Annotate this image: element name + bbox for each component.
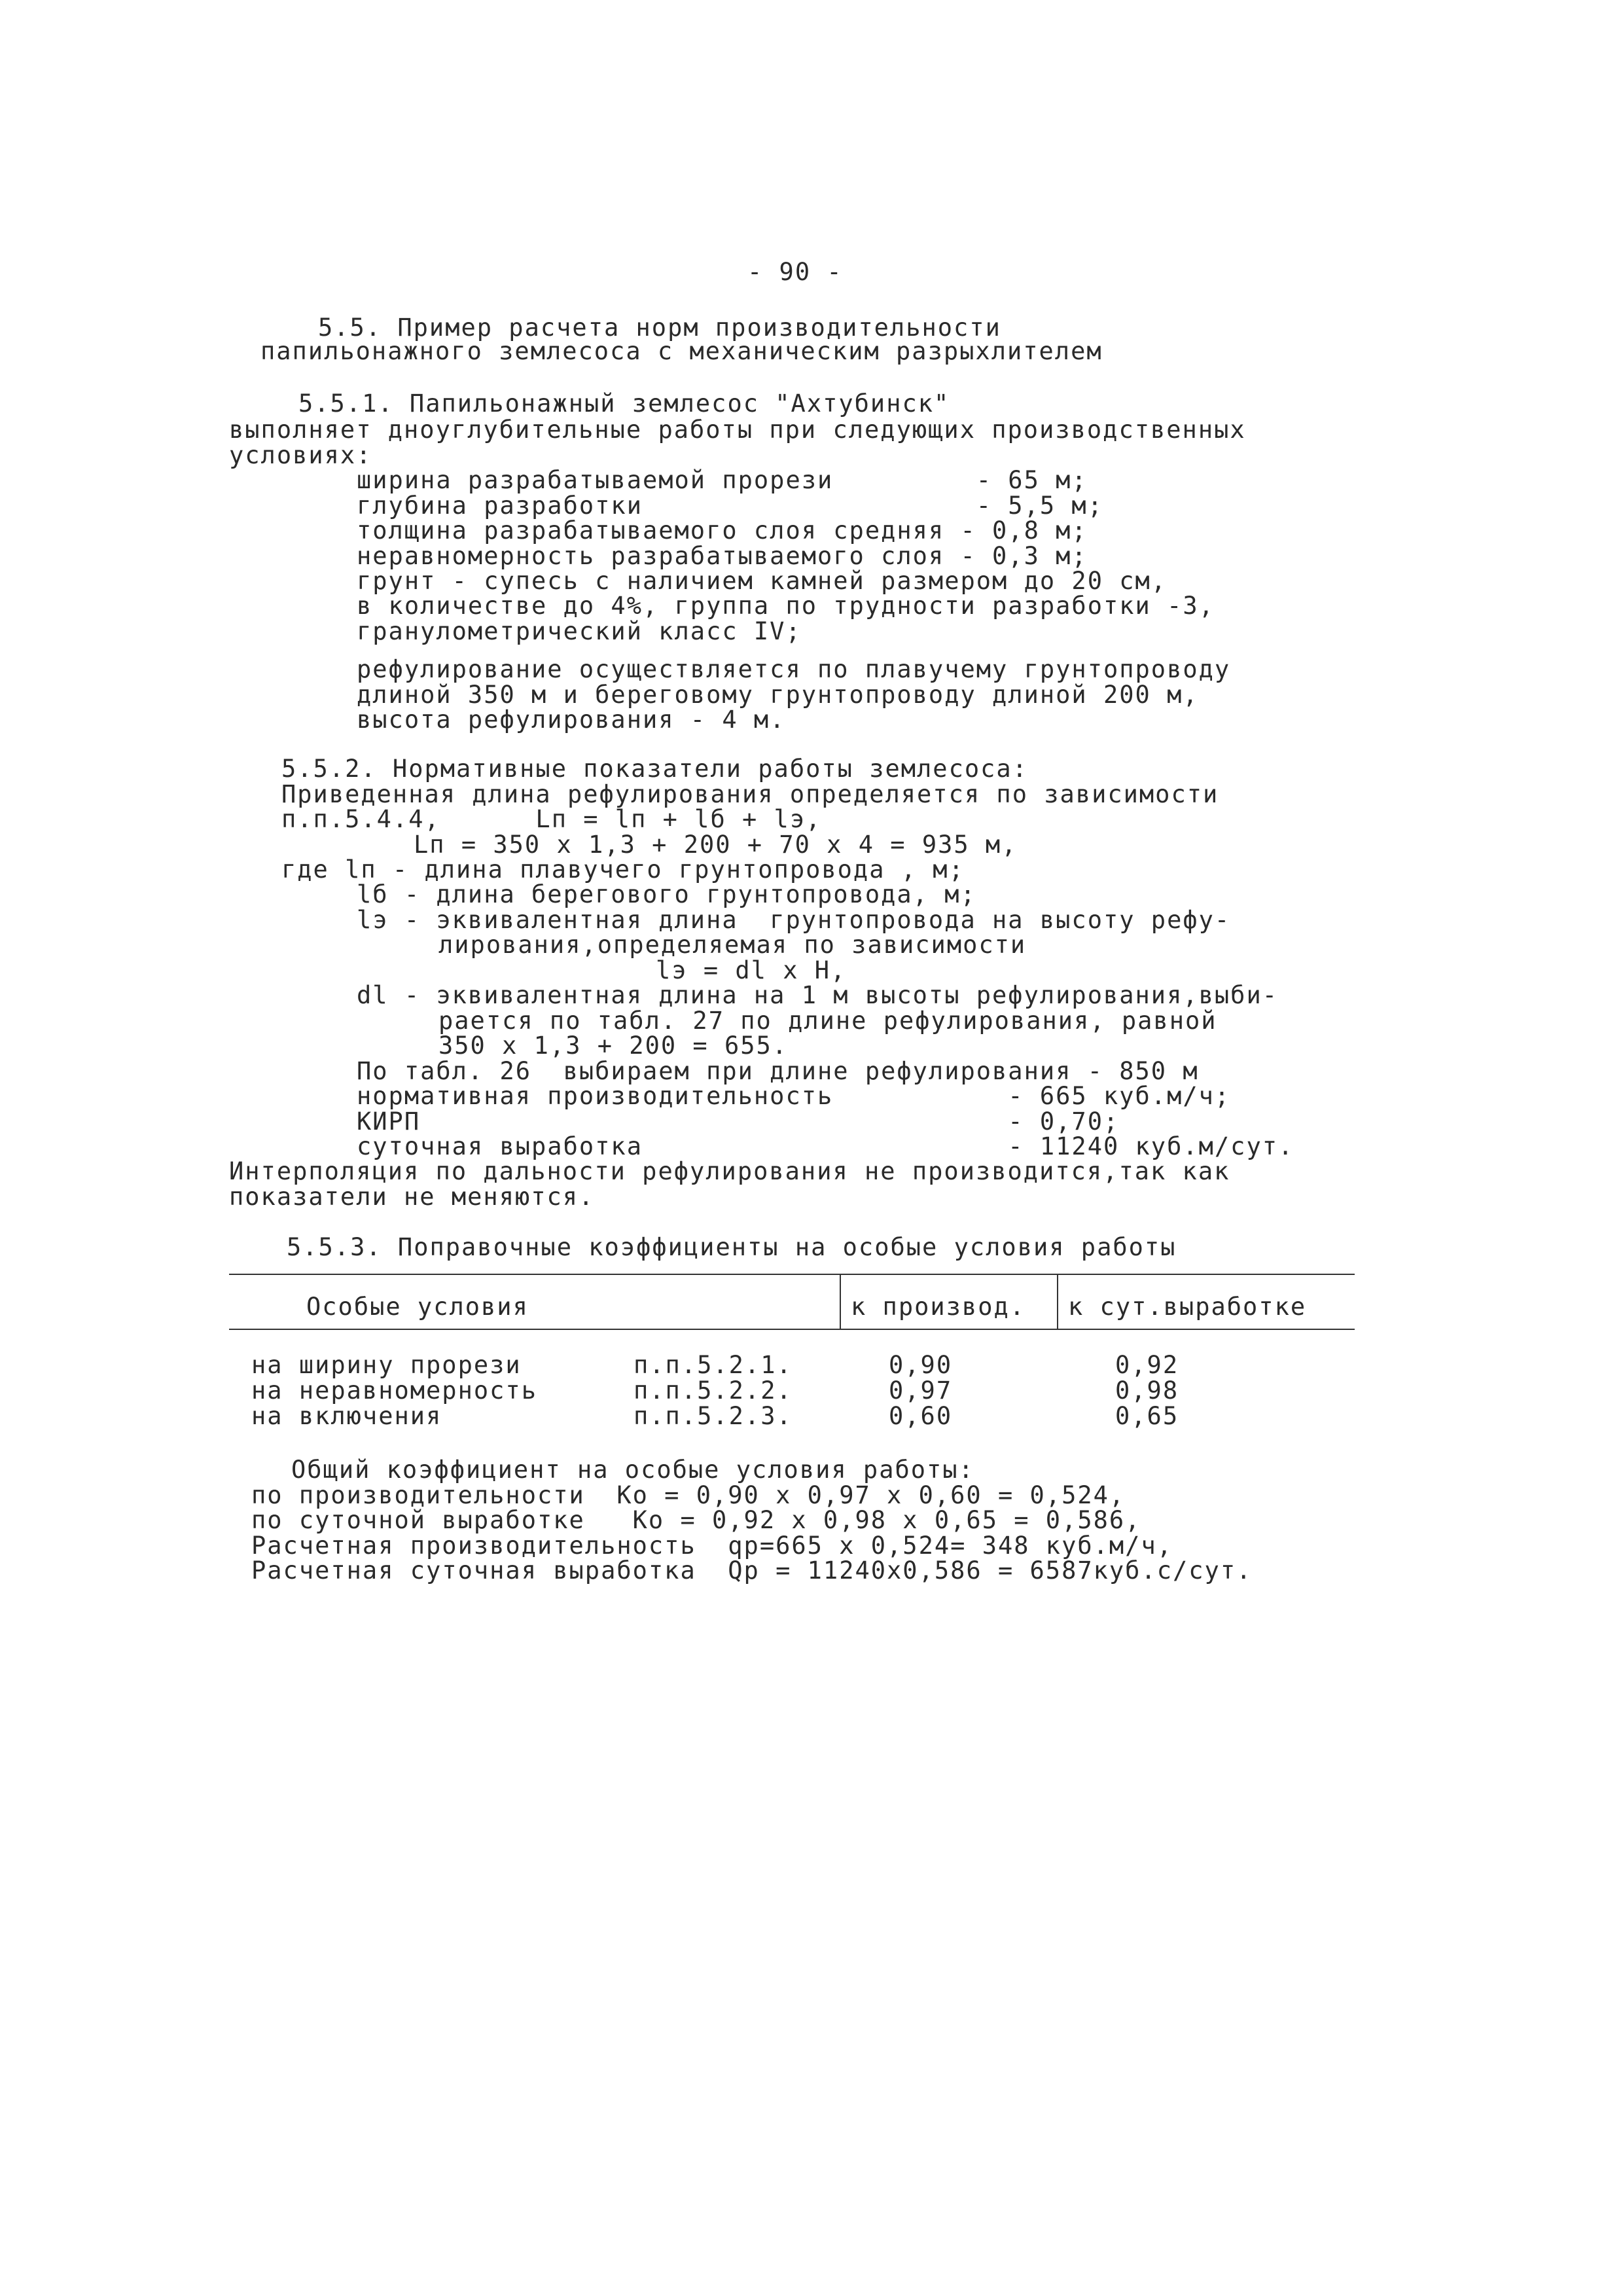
paragraph-line: выполняет дноуглубительные работы при следующих производственных xyxy=(229,416,1246,444)
formula-line: lэ = dl x H, xyxy=(656,956,847,984)
table-cell-reference: п.п.5.2.3. xyxy=(633,1402,793,1430)
paragraph-line: гранулометрический класс IV; xyxy=(357,617,802,645)
paragraph-line: лирования,определяемая по зависимости xyxy=(438,931,1027,959)
paragraph-line: длиной 350 м и береговому грунтопроводу длиной 200 м, xyxy=(357,681,1199,709)
table-cell-k-day: 0,92 xyxy=(1115,1351,1179,1379)
formula-line: п.п.5.4.4, Lп = lп + lб + lэ, xyxy=(281,805,822,833)
paragraph-line: lб - длина берегового грунтопровода, м; xyxy=(357,880,976,908)
paragraph-line: КИРП - 0,70; xyxy=(357,1107,1120,1136)
table-column-divider xyxy=(840,1274,841,1329)
table-cell-condition: на неравномерность xyxy=(251,1376,537,1405)
paragraph-line: По табл. 26 выбираем при длине рефулирования - 850 м xyxy=(357,1057,1199,1085)
section-title: папильонажного землесоса с механическим разрыхлителем xyxy=(260,337,1103,365)
table-rule-top xyxy=(229,1274,1355,1275)
page-number: - 90 - xyxy=(747,258,843,286)
summary-line: Общий коэффициент на особые условия работы: xyxy=(291,1456,974,1484)
formula-line: Lп = 350 x 1,3 + 200 + 70 x 4 = 935 м, xyxy=(414,831,1018,859)
paragraph-line: глубина разработки - 5,5 м; xyxy=(357,492,1103,520)
paragraph-line: Приведенная длина рефулирования определяется по зависимости xyxy=(281,780,1219,808)
table-cell-condition: на включения xyxy=(251,1402,442,1430)
table-cell-reference: п.п.5.2.2. xyxy=(633,1376,793,1405)
paragraph-line: показатели не меняются. xyxy=(229,1183,595,1211)
paragraph-line: толщина разрабатываемого слоя средняя - 0,8 м; xyxy=(357,516,1088,545)
table-cell-k-prod: 0,60 xyxy=(889,1402,953,1430)
table-cell-k-prod: 0,97 xyxy=(889,1376,953,1405)
paragraph-line: lэ - эквивалентная длина грунтопровода на высоту рефу- xyxy=(357,906,1231,934)
paragraph-line: рефулирование осуществляется по плавучему грунтопроводу xyxy=(357,655,1231,683)
table-cell-k-day: 0,65 xyxy=(1115,1402,1179,1430)
table-cell-k-day: 0,98 xyxy=(1115,1376,1179,1405)
paragraph-line: грунт - супесь с наличием камней размером до 20 см, xyxy=(357,567,1168,595)
paragraph-line: в количестве до 4%, группа по трудности разработки -3, xyxy=(357,592,1215,620)
table-header: Особые условия xyxy=(306,1293,529,1321)
summary-line: Расчетная производительность qр=665 x 0,524= 348 куб.м/ч, xyxy=(251,1532,1173,1560)
paragraph-line: 5.5.2. Нормативные показатели работы землесоса: xyxy=(281,755,1028,783)
table-cell-condition: на ширину прорези xyxy=(251,1351,522,1379)
table-header: к сут.выработке xyxy=(1068,1293,1307,1321)
table-cell-reference: п.п.5.2.1. xyxy=(633,1351,793,1379)
formula-line: 350 x 1,3 + 200 = 655. xyxy=(438,1031,789,1060)
table-column-divider xyxy=(1057,1274,1058,1329)
paragraph-line: Интерполяция по дальности рефулирования не производится,так как xyxy=(229,1157,1230,1185)
paragraph-line: высота рефулирования - 4 м. xyxy=(357,706,786,734)
summary-line: Расчетная суточная выработка Qр = 11240x0,586 = 6587куб.с/сут. xyxy=(251,1556,1253,1585)
table-cell-k-prod: 0,90 xyxy=(889,1351,953,1379)
summary-line: по производительности Kо = 0,90 x 0,97 x 0,60 = 0,524, xyxy=(251,1481,1126,1509)
paragraph-line: нормативная производительность - 665 куб.м/ч; xyxy=(357,1082,1231,1110)
paragraph-line: где lп - длина плавучего грунтопровода , м; xyxy=(281,855,965,884)
paragraph-line: условиях: xyxy=(229,441,372,469)
section-title: 5.5. Пример расчета норм производительности xyxy=(318,314,1001,342)
paragraph-line: суточная выработка - 11240 куб.м/сут. xyxy=(357,1132,1294,1160)
table-title: 5.5.3. Поправочные коэффициенты на особые условия работы xyxy=(287,1233,1177,1261)
paragraph-line: ширина разрабатываемой прорези - 65 м; xyxy=(357,466,1088,494)
paragraph-line: 5.5.1. Папильонажный землесос "Ахтубинск" xyxy=(298,389,950,418)
summary-line: по суточной выработке Kо = 0,92 x 0,98 x 0,65 = 0,586, xyxy=(251,1506,1141,1534)
table-rule-header xyxy=(229,1329,1355,1330)
paragraph-line: неравномерность разрабатываемого слоя - 0,3 м; xyxy=(357,542,1088,570)
table-header: к производ. xyxy=(851,1293,1026,1321)
paragraph-line: рается по табл. 27 по длине рефулирования, равной xyxy=(438,1007,1217,1035)
paragraph-line: dl - эквивалентная длина на 1 м высоты рефулирования,выби- xyxy=(357,981,1279,1009)
